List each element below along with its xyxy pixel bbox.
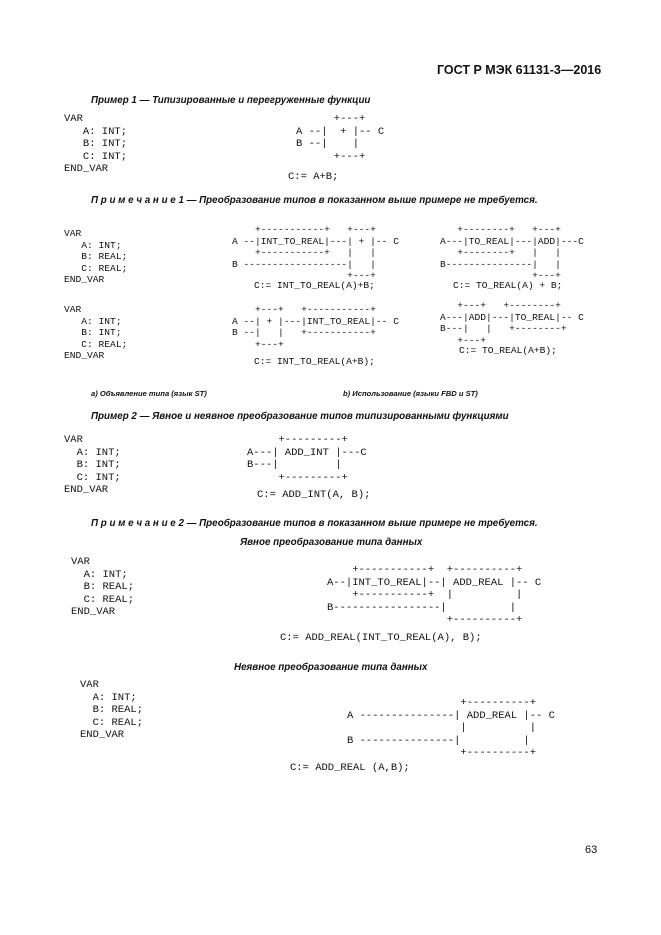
note-1-label: П р и м е ч а н и е 1 [91, 195, 184, 206]
example-1-var-block: VAR A: INT; B: INT; C: INT; END_VAR [64, 113, 128, 175]
example-2-diagram: +---------+ A---| ADD_INT |---C B---| | +---------+ [247, 434, 367, 484]
note-1-row-1-st-2: C:= TO_REAL(A) + B; [453, 280, 563, 291]
implicit-title: Неявное преобразование типа данных [234, 662, 428, 673]
implicit-var-block: VAR A: INT; B: REAL; C: REAL; END_VAR [80, 679, 144, 741]
example-2-title: Пример 2 — Явное и неявное преобразование типов типизированными функциями [91, 411, 509, 422]
note-1-row-1-fbd-2: +--------+ +---+ A---|TO_REAL|---|ADD|---C +--------+ | | B---------------| | +---+ [440, 224, 584, 281]
page-number: 63 [585, 844, 598, 856]
caption-a: а) Объявление типа (язык ST) [91, 389, 207, 398]
implicit-statement: C:= ADD_REAL (A,B); [290, 762, 410, 774]
explicit-statement: C:= ADD_REAL(INT_TO_REAL(A), B); [280, 632, 482, 644]
implicit-diagram: +----------+ A ---------------| ADD_REAL |-- C | | B ---------------| | +----------+ [347, 697, 555, 759]
note-1-row-1-st: C:= INT_TO_REAL(A)+B; [254, 280, 375, 291]
example-2-var-block: VAR A: INT; B: INT; C: INT; END_VAR [64, 434, 121, 496]
note-1-text: — Преобразование типов в показанном выше примере не требуется. [183, 195, 538, 206]
note-1-row-2-var-block: VAR A: INT; B: INT; C: REAL; END_VAR [64, 304, 128, 361]
note-1-row-1-var-block: VAR A: INT; B: REAL; C: REAL; END_VAR [64, 228, 128, 285]
example-1-statement: C:= A+B; [288, 171, 339, 183]
note-1-row-2-st-2: C:= TO_REAL(A+B); [459, 345, 557, 356]
explicit-diagram: +-----------+ +----------+ A--|INT_TO_REAL|--| ADD_REAL |-- C +-----------+ | | B-----------------| | +----------+ [327, 564, 542, 626]
example-1-title: Пример 1 — Типизированные и перегруженные функции [91, 95, 371, 106]
note-1-row-1-fbd: +-----------+ +---+ A --|INT_TO_REAL|---| + |-- C +-----------+ | | B ------------------| | +---+ [232, 224, 399, 281]
note-2-text: — Преобразование типов в показанном выше примере не требуется. [183, 518, 538, 529]
explicit-var-block: VAR A: INT; B: REAL; C: REAL; END_VAR [71, 556, 135, 618]
note-1-row-2-fbd: +---+ +-----------+ A --| + |---|INT_TO_REAL|-- C B --| | +-----------+ +---+ [232, 304, 399, 350]
example-1-diagram: +---+ A --| + |-- C B --| | +---+ [296, 113, 385, 163]
standard-header: ГОСТ Р МЭК 61131-3—2016 [437, 63, 602, 77]
explicit-title: Явное преобразование типа данных [240, 537, 423, 548]
caption-b: b) Использование (языки FBD и ST) [343, 389, 478, 398]
note-1-row-2-st: C:= INT_TO_REAL(A+B); [254, 356, 375, 367]
note-2-label: П р и м е ч а н и е 2 [91, 518, 184, 529]
note-1 [91, 195, 538, 206]
example-2-statement: C:= ADD_INT(A, B); [257, 489, 371, 501]
note-1-row-2-fbd-2: +---+ +--------+ A---|ADD|---|TO_REAL|-- C B---| | +--------+ +---+ [440, 300, 584, 346]
note-2 [91, 518, 538, 529]
